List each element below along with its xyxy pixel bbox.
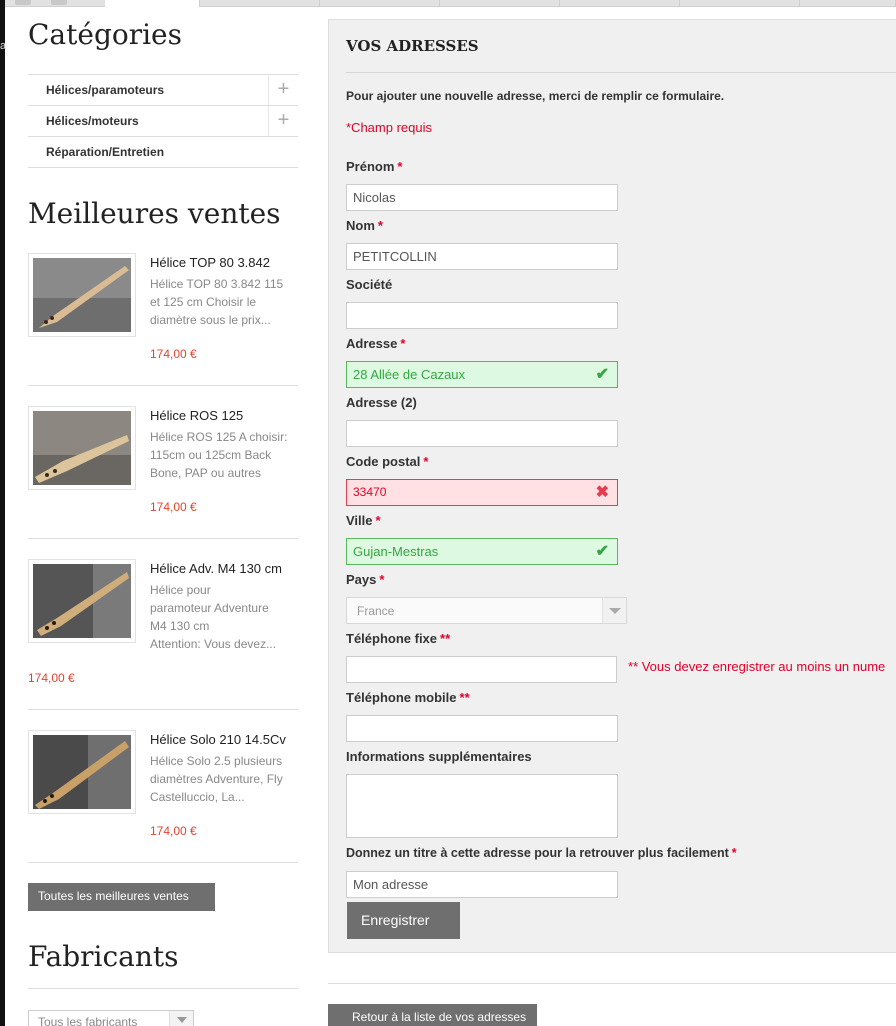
product-name[interactable]: Hélice Adv. M4 130 cm xyxy=(150,561,282,576)
divider xyxy=(28,538,298,539)
phone-requirement-note: ** Vous devez enregistrer au moins un nume xyxy=(628,659,886,674)
product-thumbnail[interactable] xyxy=(28,406,136,490)
postcode-input[interactable] xyxy=(346,479,618,506)
top-tab-strip xyxy=(5,0,896,7)
product-price: 174,00 € xyxy=(150,347,197,361)
back-to-addresses-button[interactable] xyxy=(328,1004,537,1026)
postcode-input-value: 33470 xyxy=(353,485,387,499)
divider xyxy=(28,709,298,710)
manufacturers-heading: Fabricants xyxy=(28,940,179,973)
country-select[interactable] xyxy=(346,597,627,624)
product-price: 174,00 € xyxy=(150,824,197,838)
required-note: *Champ requis xyxy=(346,120,432,135)
address-input[interactable] xyxy=(346,361,618,388)
category-label[interactable]: Hélices/moteurs xyxy=(46,114,139,128)
category-item[interactable] xyxy=(28,75,298,106)
lastname-label: Nom * xyxy=(346,218,383,233)
other-info-textarea[interactable] xyxy=(346,774,618,838)
save-button-label: Enregistrer xyxy=(361,912,430,928)
tab[interactable] xyxy=(320,0,440,7)
manufacturers-select-value: Tous les fabricants xyxy=(38,1015,138,1026)
categories-list xyxy=(28,74,298,168)
tab-icon[interactable] xyxy=(15,0,31,5)
phone-input[interactable] xyxy=(346,656,617,683)
all-best-sellers-button[interactable] xyxy=(28,883,215,911)
category-item[interactable] xyxy=(28,137,298,168)
address-label: Adresse * xyxy=(346,336,406,351)
divider xyxy=(346,72,896,73)
mobile-input[interactable] xyxy=(346,715,618,742)
all-best-sellers-label: Toutes les meilleures ventes xyxy=(38,889,189,903)
city-input[interactable] xyxy=(346,538,618,565)
tab[interactable] xyxy=(200,0,320,7)
category-item[interactable] xyxy=(28,106,298,137)
product-description: Hélice pour paramoteur Adventure M4 130 cm Attention: Vous devez... xyxy=(150,583,277,651)
divider xyxy=(28,862,298,863)
tab[interactable] xyxy=(680,0,800,7)
tab[interactable] xyxy=(105,0,200,7)
product-thumbnail[interactable] xyxy=(28,730,136,814)
page-title: VOS ADRESSES xyxy=(346,37,479,55)
firstname-input[interactable]: Nicolas xyxy=(346,184,618,211)
category-label[interactable]: Hélices/paramoteurs xyxy=(46,83,165,97)
propeller-image xyxy=(33,411,131,485)
category-label[interactable]: Réparation/Entretien xyxy=(46,145,165,159)
tab[interactable] xyxy=(800,0,896,7)
company-label: Société xyxy=(346,277,393,292)
window-edge xyxy=(0,0,5,1026)
product-name[interactable]: Hélice Solo 210 14.5Cv xyxy=(150,732,286,747)
categories-heading: Catégories xyxy=(28,18,182,51)
plus-icon[interactable]: + xyxy=(268,75,298,105)
check-icon: ✔ xyxy=(595,366,609,383)
company-input[interactable] xyxy=(346,302,618,329)
product-thumbnail[interactable] xyxy=(28,253,136,337)
edge-partial-text: a xyxy=(0,40,7,52)
address-input-value: 28 Allée de Cazaux xyxy=(353,367,466,382)
country-select-value: France xyxy=(357,604,395,618)
divider xyxy=(328,983,896,984)
chevron-down-icon[interactable] xyxy=(602,598,626,623)
plus-icon[interactable]: + xyxy=(268,106,298,136)
propeller-image xyxy=(33,735,131,809)
manufacturers-select[interactable] xyxy=(28,1010,194,1026)
alias-input[interactable]: Mon adresse xyxy=(346,871,618,898)
propeller-image xyxy=(33,258,131,332)
city-label: Ville * xyxy=(346,513,381,528)
product-name[interactable]: Hélice ROS 125 xyxy=(150,408,244,423)
mobile-label: Téléphone mobile ** xyxy=(346,690,470,705)
product-description: Hélice ROS 125 A choisir: 115cm ou 125cm Back Bone, PAP ou autres xyxy=(150,430,288,480)
tab-icon[interactable] xyxy=(51,0,67,5)
firstname-label: Prénom * xyxy=(346,159,403,174)
product-description: Hélice Solo 2.5 plusieurs diamètres Adventure, Fly Castelluccio, La... xyxy=(150,754,283,804)
save-button[interactable] xyxy=(347,902,460,939)
country-label: Pays * xyxy=(346,572,385,587)
postcode-label: Code postal * xyxy=(346,454,429,469)
back-to-addresses-label: Retour à la liste de vos adresses xyxy=(352,1010,527,1024)
address2-input[interactable] xyxy=(346,420,618,447)
propeller-image xyxy=(33,564,131,638)
tab[interactable] xyxy=(440,0,560,7)
product-name[interactable]: Hélice TOP 80 3.842 xyxy=(150,255,270,270)
other-info-label: Informations supplémentaires xyxy=(346,749,532,764)
lastname-input[interactable]: PETITCOLLIN xyxy=(346,243,618,270)
divider xyxy=(28,385,298,386)
alias-label: Donnez un titre à cette adresse pour la retrouver plus facilement * xyxy=(346,846,737,860)
best-sellers-heading: Meilleures ventes xyxy=(28,197,281,230)
phone-label: Téléphone fixe ** xyxy=(346,631,451,646)
product-description: Hélice TOP 80 3.842 115 et 125 cm Choisir le diamètre sous le prix... xyxy=(150,277,284,327)
city-input-value: Gujan-Mestras xyxy=(353,544,439,559)
cross-icon: ✖ xyxy=(595,484,609,501)
tab[interactable] xyxy=(560,0,680,7)
divider xyxy=(28,988,298,989)
check-icon: ✔ xyxy=(595,543,609,560)
chevron-down-icon[interactable] xyxy=(169,1011,193,1026)
product-thumbnail[interactable] xyxy=(28,559,136,643)
product-price: 174,00 € xyxy=(28,671,75,685)
product-price: 174,00 € xyxy=(150,500,197,514)
form-intro: Pour ajouter une nouvelle adresse, merci de remplir ce formulaire. xyxy=(346,89,725,103)
address2-label: Adresse (2) xyxy=(346,395,417,410)
